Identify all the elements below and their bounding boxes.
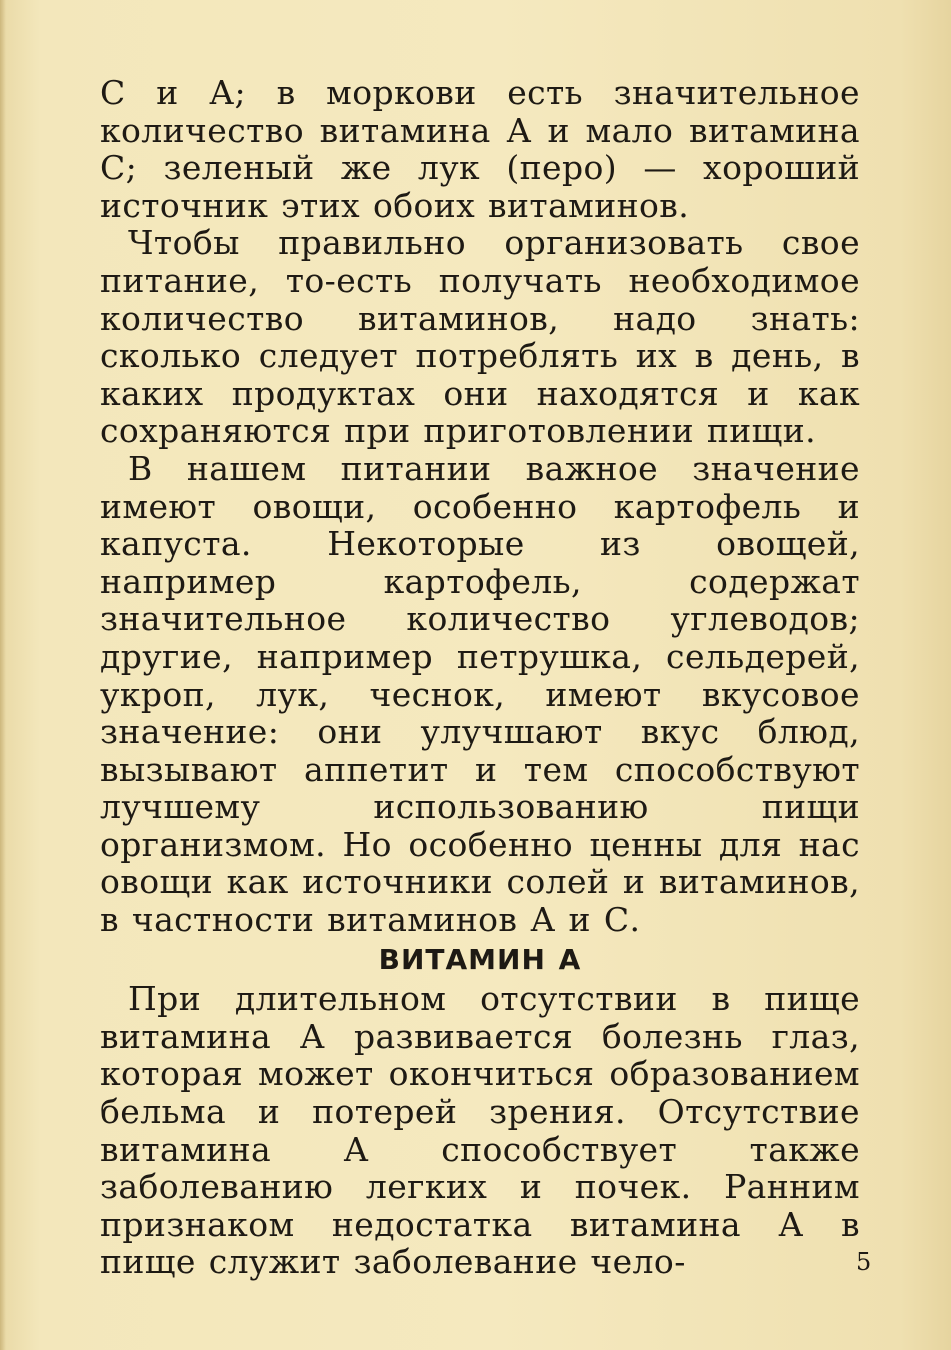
paragraph-continuation: С и А; в моркови есть значительное количество витамина А и мало витамина С; зеленый же лук (перо) — хороший источник этих обоих витаминов. [100,73,860,225]
paragraph-vitamin-a: При длительном отсутствии в пище витамина А развивается болезнь глаз, которая может окончиться образованием бельма и потерей зрения. Отсутствие витамина А способствует также заболеванию легких и почек. Ранним признаком недостатка витамина А в пище служит заболевание чело- [100,979,860,1282]
paragraph-vegetables: В нашем питании важное значение имеют овощи, особенно картофель и капуста. Некоторые из овощей, например картофель, содержат значительное количество углеводов; другие, например петрушка, сельдерей, укроп, лук, чеснок, имеют вкусовое значение: они улучшают вкус блюд, вызывают аппетит и тем способствуют лучшему использованию пищи организмом. Но особенно ценны для нас овощи как источники солей и витаминов, в частности витаминов А и С. [100,448,860,940]
paragraph-nutrition: Чтобы правильно организовать свое питание, то-есть получать необходимое количество витаминов, надо знать: сколько следует потреблять их в день, в каких продуктах они находятся и как сохраняются при приготовлении пищи. [100,223,860,451]
section-heading: ВИТАМИН А [378,942,582,976]
page-number: 5 [856,1248,872,1276]
page-edge-shadow [0,0,6,1350]
body-text [100,74,860,1281]
